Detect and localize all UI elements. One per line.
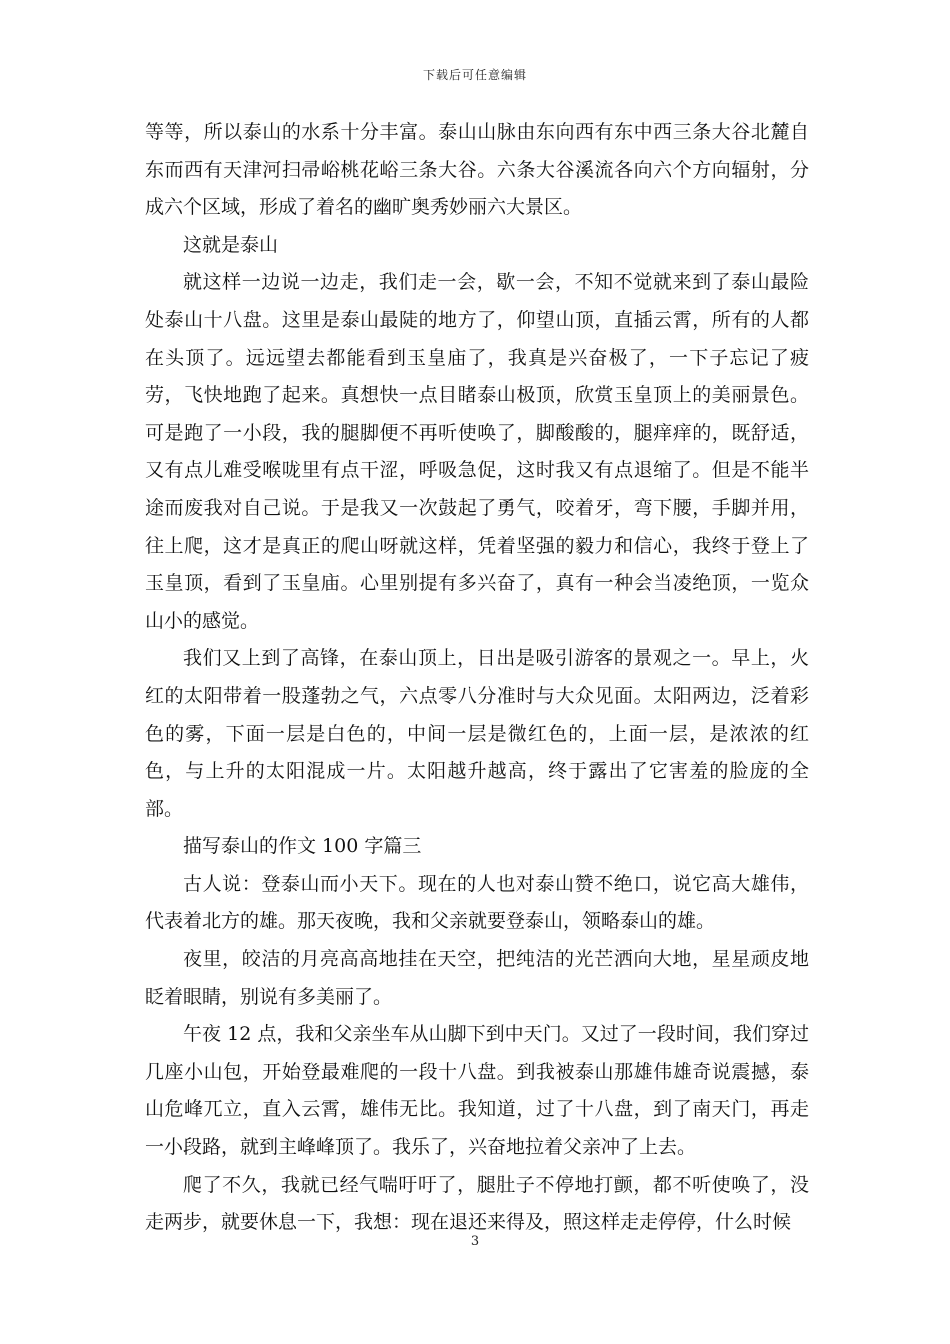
paragraph: 夜里，皎洁的月亮高高地挂在天空，把纯洁的光芒洒向大地，星星顽皮地眨着眼睛，别说有多美丽了。	[145, 948, 809, 1008]
page-number: 3	[470, 1234, 480, 1249]
paragraph-continuation: 等等，所以泰山的水系十分丰富。泰山山脉由东向西有东中西三条大谷北麓自东而西有天津河扫帚峪桃花峪三条大谷。六条大谷溪流各向六个方向辐射，分成六个区域，形成了着名的幽旷奥秀妙丽六大景区。	[145, 121, 809, 219]
section-heading: 描写泰山的作文 100 字篇三	[183, 835, 422, 858]
paragraph: 就这样一边说一边走，我们走一会，歇一会，不知不觉就来到了泰山最险处泰山十八盘。这里是泰山最陡的地方了，仰望山顶，直插云霄，所有的人都在头顶了。远远望去都能看到玉皇庙了，我真是兴奋极了，一下子忘记了疲劳，飞快地跑了起来。真想快一点目睹泰山极顶，欣赏玉皇顶上的美丽景色。可是跑了一小段，我的腿脚便不再听使唤了，脚酸酸的，腿痒痒的，既舒适，又有点儿难受喉咙里有点干涩，呼吸急促，这时我又有点退缩了。但是不能半途而废我对自己说。于是我又一次鼓起了勇气，咬着牙，弯下腰，手脚并用，往上爬，这才是真正的爬山呀就这样，凭着坚强的毅力和信心，我终于登上了玉皇顶，看到了玉皇庙。心里别提有多兴奋了，真有一种会当凌绝顶，一览众山小的感觉。	[145, 271, 809, 632]
page-header: 下载后可任意编辑	[422, 68, 527, 82]
paragraph: 午夜 12 点，我和父亲坐车从山脚下到中天门。又过了一段时间，我们穿过几座小山包，开始登最难爬的一段十八盘。到我被泰山那雄伟雄奇说震撼，泰山危峰兀立，直入云霄，雄伟无比。我知道，过了十八盘，到了南天门，再走一小段路，就到主峰峰顶了。我乐了，兴奋地拉着父亲冲了上去。	[145, 1023, 809, 1159]
paragraph: 爬了不久，我就已经气喘吁吁了，腿肚子不停地打颤，都不听使唤了，没走两步，就要休息一下，我想：现在退还来得及，照这样走走停停，什么时候	[145, 1173, 809, 1234]
document-body	[145, 114, 809, 1242]
paragraph: 我们又上到了高锋，在泰山顶上，日出是吸引游客的景观之一。早上，火红的太阳带着一股蓬勃之气，六点零八分准时与大众见面。太阳两边，泛着彩色的雾，下面一层是白色的，中间一层是微红色的，上面一层，是浓浓的红色，与上升的太阳混成一片。太阳越升越高，终于露出了它害羞的脸庞的全部。	[145, 647, 809, 820]
section-heading: 这就是泰山	[183, 233, 279, 256]
paragraph: 古人说：登泰山而小天下。现在的人也对泰山赞不绝口，说它高大雄伟，代表着北方的雄。那天夜晚，我和父亲就要登泰山，领略泰山的雄。	[145, 872, 809, 933]
